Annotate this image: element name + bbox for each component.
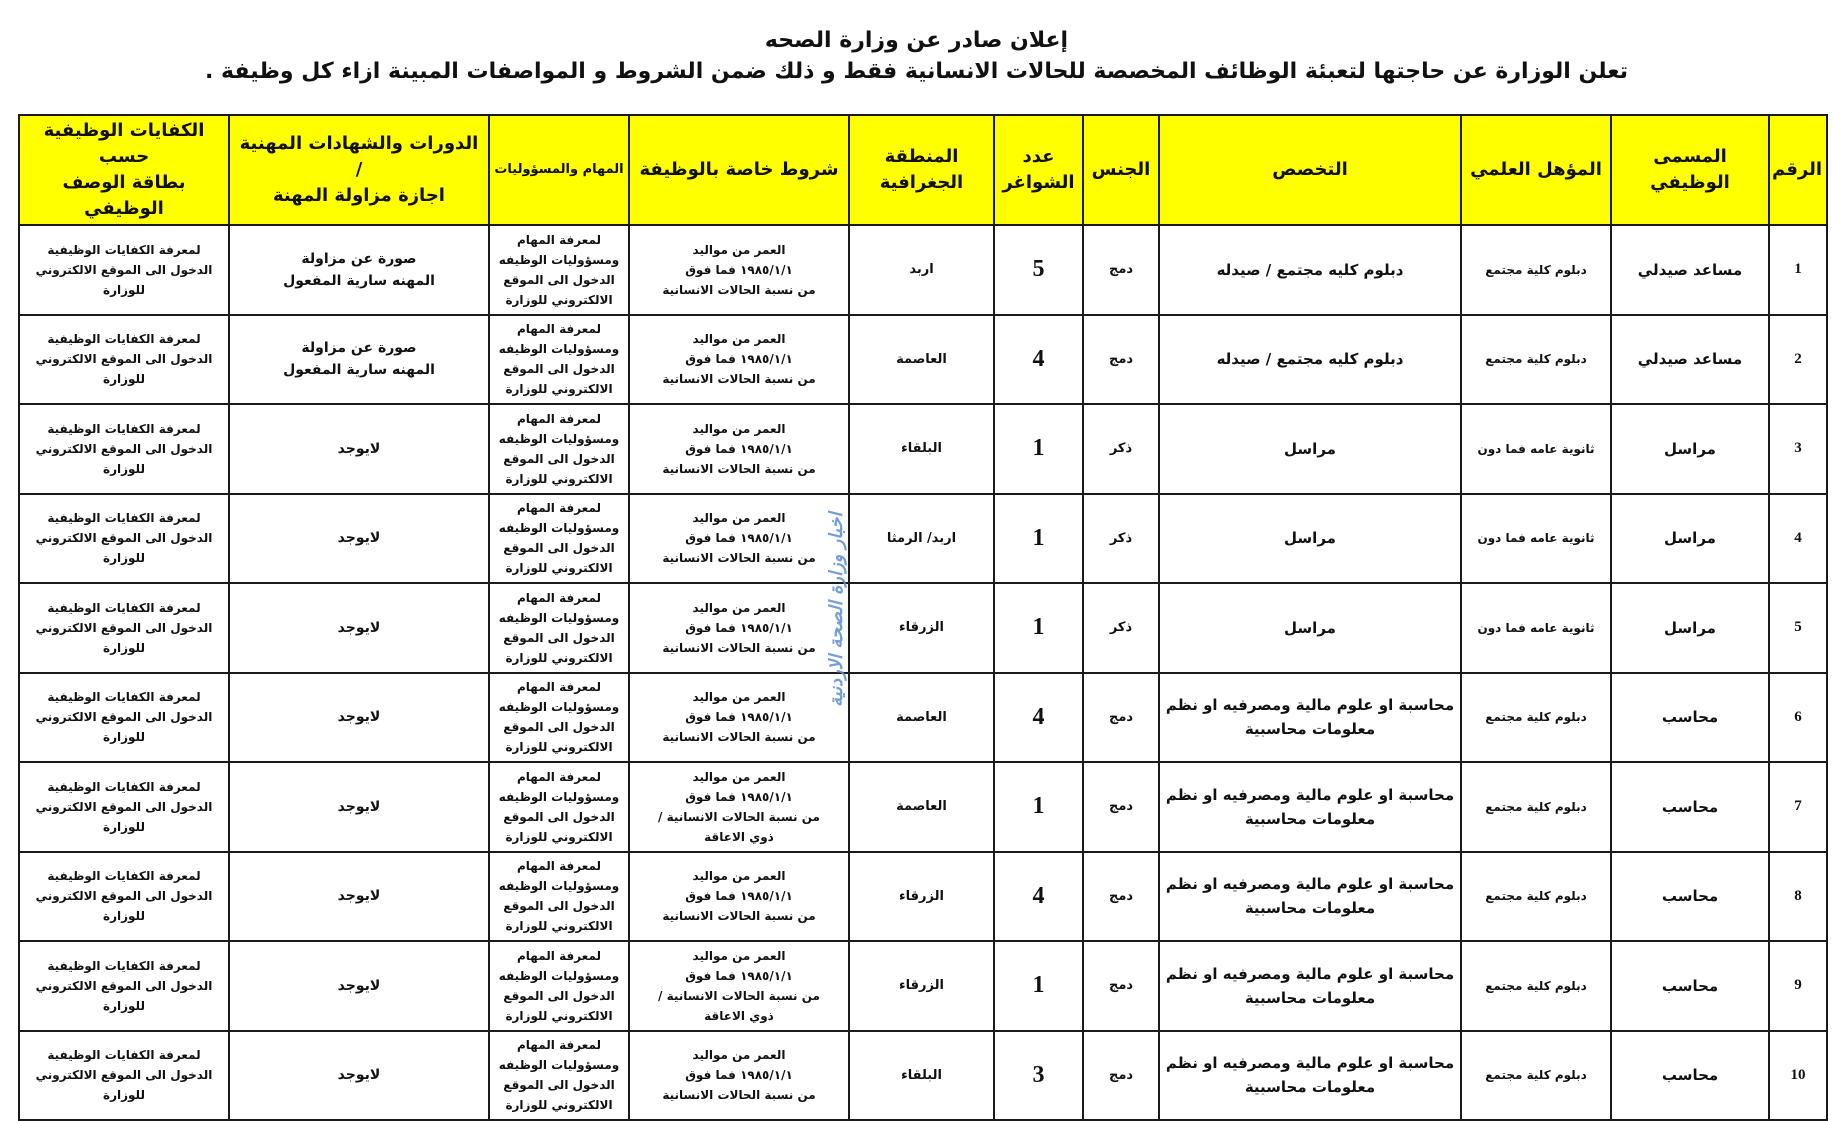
cell-number: 9 xyxy=(1769,941,1827,1031)
cell-conditions-line: ١٩٨٥/١/١ فما فوق xyxy=(685,262,793,277)
cell-qualification: دبلوم كلية مجتمع xyxy=(1461,315,1611,405)
cell-gender: ذكر xyxy=(1083,404,1159,494)
cell-specialization-line: معلومات محاسبية xyxy=(1244,988,1376,1007)
cell-qualification: دبلوم كلية مجتمع xyxy=(1461,673,1611,763)
cell-courses-line: المهنه سارية المفعول xyxy=(283,272,435,289)
header-number: الرقم xyxy=(1769,115,1827,225)
cell-conditions-line: ١٩٨٥/١/١ فما فوق xyxy=(685,620,793,635)
cell-conditions-line: ١٩٨٥/١/١ فما فوق xyxy=(685,789,793,804)
header-competencies xyxy=(19,115,229,225)
cell-competencies-line: لمعرفة الكفايات الوظيفية xyxy=(47,958,201,973)
cell-conditions-line: العمر من مواليد xyxy=(692,869,786,884)
cell-tasks-line: لمعرفة المهام xyxy=(517,501,601,516)
cell-tasks xyxy=(489,762,629,852)
header-courses-line2: اجازة مزاولة المهنة xyxy=(273,185,445,206)
cell-region: الزرقاء xyxy=(849,941,994,1031)
cell-conditions xyxy=(629,852,849,942)
cell-tasks-line: الالكتروني للوزارة xyxy=(505,740,613,755)
cell-conditions-line: من نسبة الحالات الانسانية / xyxy=(658,809,820,824)
cell-vacancies: 3 xyxy=(994,1031,1083,1121)
cell-tasks-line: الدخول الى الموقع xyxy=(503,362,615,377)
cell-competencies-line: الدخول الى الموقع الالكتروني xyxy=(35,352,213,367)
cell-tasks-line: الالكتروني للوزارة xyxy=(505,561,613,576)
cell-tasks-line: لمعرفة المهام xyxy=(517,322,601,337)
cell-specialization xyxy=(1159,852,1461,942)
cell-courses-line: المهنه سارية المفعول xyxy=(283,362,435,379)
cell-tasks-line: ومسؤوليات الوظيفه xyxy=(498,521,620,536)
cell-courses-line: لايوجد xyxy=(337,798,381,815)
cell-tasks-line: الدخول الى الموقع xyxy=(503,451,615,466)
cell-tasks-line: لمعرفة المهام xyxy=(517,769,601,784)
cell-region: البلقاء xyxy=(849,404,994,494)
cell-specialization xyxy=(1159,315,1461,405)
cell-tasks-line: ومسؤوليات الوظيفه xyxy=(498,1058,620,1073)
cell-tasks xyxy=(489,941,629,1031)
cell-conditions-line: العمر من مواليد xyxy=(692,690,786,705)
cell-competencies-line: الدخول الى الموقع الالكتروني xyxy=(35,1068,213,1083)
cell-number: 6 xyxy=(1769,673,1827,763)
cell-tasks-line: الالكتروني للوزارة xyxy=(505,292,613,307)
cell-tasks-line: ومسؤوليات الوظيفه xyxy=(498,252,620,267)
cell-tasks-line: ومسؤوليات الوظيفه xyxy=(498,342,620,357)
cell-region: العاصمة xyxy=(849,762,994,852)
cell-competencies xyxy=(19,315,229,405)
cell-courses xyxy=(229,583,489,673)
table-row xyxy=(19,762,1827,852)
cell-competencies-line: للوزارة xyxy=(103,551,145,566)
cell-tasks-line: الدخول الى الموقع xyxy=(503,720,615,735)
cell-qualification: ثانوية عامه فما دون xyxy=(1461,583,1611,673)
cell-region: العاصمة xyxy=(849,315,994,405)
cell-tasks-line: لمعرفة المهام xyxy=(517,232,601,247)
cell-conditions xyxy=(629,673,849,763)
cell-courses-line: لايوجد xyxy=(337,977,381,994)
cell-job-title: مساعد صيدلي xyxy=(1611,315,1769,405)
cell-conditions-line: من نسبة الحالات الانسانية / xyxy=(658,988,820,1003)
header-region-line1: المنطقة xyxy=(884,146,959,167)
cell-number: 4 xyxy=(1769,494,1827,584)
cell-gender: ذكر xyxy=(1083,583,1159,673)
table-row xyxy=(19,225,1827,315)
cell-job-title: مراسل xyxy=(1611,583,1769,673)
cell-gender: دمج xyxy=(1083,1031,1159,1121)
cell-number: 10 xyxy=(1769,1031,1827,1121)
cell-specialization-line: مراسل xyxy=(1284,529,1336,548)
cell-conditions-line: العمر من مواليد xyxy=(692,769,786,784)
cell-competencies-line: لمعرفة الكفايات الوظيفية xyxy=(47,1048,201,1063)
cell-competencies-line: لمعرفة الكفايات الوظيفية xyxy=(47,511,201,526)
cell-qualification: دبلوم كلية مجتمع xyxy=(1461,762,1611,852)
cell-conditions xyxy=(629,404,849,494)
cell-specialization-line: محاسبة او علوم مالية ومصرفيه او نظم xyxy=(1165,785,1455,804)
cell-tasks-line: الالكتروني للوزارة xyxy=(505,650,613,665)
cell-specialization-line: دبلوم كليه مجتمع / صيدله xyxy=(1216,260,1404,279)
cell-specialization-line: محاسبة او علوم مالية ومصرفيه او نظم xyxy=(1165,875,1455,894)
cell-specialization xyxy=(1159,941,1461,1031)
cell-qualification: دبلوم كلية مجتمع xyxy=(1461,225,1611,315)
cell-region: الزرقاء xyxy=(849,852,994,942)
cell-region: اربد/ الرمثا xyxy=(849,494,994,584)
cell-conditions-line: ١٩٨٥/١/١ فما فوق xyxy=(685,710,793,725)
cell-gender: دمج xyxy=(1083,673,1159,763)
cell-tasks xyxy=(489,673,629,763)
cell-conditions-line: العمر من مواليد xyxy=(692,242,786,257)
cell-conditions xyxy=(629,494,849,584)
cell-tasks-line: ومسؤوليات الوظيفه xyxy=(498,431,620,446)
cell-courses xyxy=(229,941,489,1031)
cell-number: 1 xyxy=(1769,225,1827,315)
cell-vacancies: 1 xyxy=(994,404,1083,494)
cell-tasks-line: الدخول الى الموقع xyxy=(503,809,615,824)
cell-tasks-line: الدخول الى الموقع xyxy=(503,541,615,556)
cell-courses xyxy=(229,1031,489,1121)
cell-competencies-line: للوزارة xyxy=(103,909,145,924)
cell-competencies-line: للوزارة xyxy=(103,282,145,297)
cell-tasks xyxy=(489,1031,629,1121)
cell-conditions-line: من نسبة الحالات الانسانية xyxy=(662,372,816,387)
cell-tasks-line: ومسؤوليات الوظيفه xyxy=(498,789,620,804)
cell-specialization-line: مراسل xyxy=(1284,439,1336,458)
cell-tasks-line: الدخول الى الموقع xyxy=(503,899,615,914)
header-courses-line1: الدورات والشهادات المهنية / xyxy=(239,133,479,180)
cell-conditions-line: ١٩٨٥/١/١ فما فوق xyxy=(685,1068,793,1083)
cell-competencies xyxy=(19,494,229,584)
table-row xyxy=(19,404,1827,494)
header-vacancies xyxy=(994,115,1083,225)
cell-competencies-line: الدخول الى الموقع الالكتروني xyxy=(35,620,213,635)
cell-specialization xyxy=(1159,494,1461,584)
cell-specialization-line: معلومات محاسبية xyxy=(1244,899,1376,918)
cell-conditions-line: ١٩٨٥/١/١ فما فوق xyxy=(685,352,793,367)
cell-courses xyxy=(229,762,489,852)
cell-specialization xyxy=(1159,1031,1461,1121)
announcement-title: إعلان صادر عن وزارة الصحه xyxy=(764,28,1069,53)
cell-competencies-line: للوزارة xyxy=(103,1088,145,1103)
cell-specialization-line: محاسبة او علوم مالية ومصرفيه او نظم xyxy=(1165,964,1455,983)
cell-competencies xyxy=(19,1031,229,1121)
header-tasks: المهام والمسؤوليات xyxy=(489,115,629,225)
cell-specialization xyxy=(1159,762,1461,852)
cell-gender: دمج xyxy=(1083,941,1159,1031)
header-conditions: شروط خاصة بالوظيفة xyxy=(629,115,849,225)
cell-competencies-line: الدخول الى الموقع الالكتروني xyxy=(35,799,213,814)
cell-competencies xyxy=(19,852,229,942)
cell-job-title: محاسب xyxy=(1611,852,1769,942)
cell-tasks-line: الدخول الى الموقع xyxy=(503,630,615,645)
cell-competencies-line: لمعرفة الكفايات الوظيفية xyxy=(47,242,201,257)
cell-tasks-line: الالكتروني للوزارة xyxy=(505,919,613,934)
cell-competencies-line: الدخول الى الموقع الالكتروني xyxy=(35,531,213,546)
cell-courses-line: لايوجد xyxy=(337,619,381,636)
cell-conditions-line: العمر من مواليد xyxy=(692,948,786,963)
cell-qualification: دبلوم كلية مجتمع xyxy=(1461,1031,1611,1121)
cell-specialization-line: معلومات محاسبية xyxy=(1244,720,1376,739)
cell-job-title: محاسب xyxy=(1611,673,1769,763)
cell-qualification: دبلوم كلية مجتمع xyxy=(1461,941,1611,1031)
cell-tasks xyxy=(489,404,629,494)
cell-tasks-line: ومسؤوليات الوظيفه xyxy=(498,968,620,983)
cell-competencies-line: لمعرفة الكفايات الوظيفية xyxy=(47,421,201,436)
cell-competencies-line: لمعرفة الكفايات الوظيفية xyxy=(47,869,201,884)
cell-competencies xyxy=(19,673,229,763)
announcement-header xyxy=(0,26,1833,88)
cell-vacancies: 4 xyxy=(994,852,1083,942)
cell-tasks-line: لمعرفة المهام xyxy=(517,590,601,605)
cell-tasks xyxy=(489,315,629,405)
cell-competencies-line: الدخول الى الموقع الالكتروني xyxy=(35,978,213,993)
cell-tasks-line: الدخول الى الموقع xyxy=(503,1078,615,1093)
vacancies-table xyxy=(18,114,1828,1121)
cell-competencies xyxy=(19,941,229,1031)
cell-conditions-line: العمر من مواليد xyxy=(692,1048,786,1063)
cell-conditions xyxy=(629,225,849,315)
cell-tasks-line: لمعرفة المهام xyxy=(517,680,601,695)
cell-gender: ذكر xyxy=(1083,494,1159,584)
cell-competencies-line: لمعرفة الكفايات الوظيفية xyxy=(47,332,201,347)
cell-vacancies: 1 xyxy=(994,941,1083,1031)
cell-competencies-line: للوزارة xyxy=(103,998,145,1013)
watermark-text: اخبار وزارة الصحة الاردنية xyxy=(826,512,847,708)
cell-gender: دمج xyxy=(1083,852,1159,942)
header-vacancies-line1: عدد xyxy=(1022,146,1055,167)
cell-job-title: مراسل xyxy=(1611,404,1769,494)
cell-job-title: مراسل xyxy=(1611,494,1769,584)
cell-conditions-line: من نسبة الحالات الانسانية xyxy=(662,909,816,924)
cell-tasks-line: ومسؤوليات الوظيفه xyxy=(498,700,620,715)
cell-conditions-line: العمر من مواليد xyxy=(692,600,786,615)
cell-competencies-line: لمعرفة الكفايات الوظيفية xyxy=(47,690,201,705)
cell-vacancies: 4 xyxy=(994,673,1083,763)
table-header-row xyxy=(19,115,1827,225)
cell-conditions-line: من نسبة الحالات الانسانية xyxy=(662,640,816,655)
cell-tasks-line: لمعرفة المهام xyxy=(517,1038,601,1053)
cell-job-title: محاسب xyxy=(1611,1031,1769,1121)
cell-competencies xyxy=(19,583,229,673)
cell-gender: دمج xyxy=(1083,225,1159,315)
cell-conditions xyxy=(629,762,849,852)
announcement-subtitle: تعلن الوزارة عن حاجتها لتعبئة الوظائف المخصصة للحالات الانسانية فقط و ذلك ضمن الشروط و المواصفات المبينة ازاء كل وظيفة . xyxy=(205,59,1628,84)
cell-gender: دمج xyxy=(1083,762,1159,852)
cell-tasks-line: الدخول الى الموقع xyxy=(503,988,615,1003)
table-row xyxy=(19,315,1827,405)
cell-courses xyxy=(229,673,489,763)
cell-specialization xyxy=(1159,225,1461,315)
cell-competencies-line: الدخول الى الموقع الالكتروني xyxy=(35,889,213,904)
cell-tasks-line: الدخول الى الموقع xyxy=(503,272,615,287)
cell-region: البلقاء xyxy=(849,1031,994,1121)
cell-courses-line: لايوجد xyxy=(337,530,381,547)
cell-tasks-line: الالكتروني للوزارة xyxy=(505,471,613,486)
cell-conditions-line: من نسبة الحالات الانسانية xyxy=(662,282,816,297)
cell-tasks-line: الالكتروني للوزارة xyxy=(505,382,613,397)
cell-vacancies: 1 xyxy=(994,583,1083,673)
cell-courses xyxy=(229,404,489,494)
cell-competencies xyxy=(19,762,229,852)
header-qualification: المؤهل العلمي xyxy=(1461,115,1611,225)
cell-specialization-line: محاسبة او علوم مالية ومصرفيه او نظم xyxy=(1165,696,1455,715)
cell-courses xyxy=(229,225,489,315)
header-region xyxy=(849,115,994,225)
cell-conditions-line: ١٩٨٥/١/١ فما فوق xyxy=(685,441,793,456)
cell-competencies-line: الدخول الى الموقع الالكتروني xyxy=(35,441,213,456)
table-row xyxy=(19,583,1827,673)
cell-courses-line: لايوجد xyxy=(337,709,381,726)
cell-specialization-line: دبلوم كليه مجتمع / صيدله xyxy=(1216,350,1404,369)
cell-specialization-line: محاسبة او علوم مالية ومصرفيه او نظم xyxy=(1165,1054,1455,1073)
header-vacancies-line2: الشواغر xyxy=(1002,172,1075,193)
cell-region: العاصمة xyxy=(849,673,994,763)
cell-gender: دمج xyxy=(1083,315,1159,405)
cell-conditions-line: ١٩٨٥/١/١ فما فوق xyxy=(685,968,793,983)
cell-competencies-line: للوزارة xyxy=(103,461,145,476)
cell-competencies-line: الدخول الى الموقع الالكتروني xyxy=(35,262,213,277)
cell-conditions-line: من نسبة الحالات الانسانية xyxy=(662,1088,816,1103)
cell-conditions-line: العمر من مواليد xyxy=(692,421,786,436)
cell-job-title: مساعد صيدلي xyxy=(1611,225,1769,315)
cell-tasks-line: لمعرفة المهام xyxy=(517,859,601,874)
cell-number: 5 xyxy=(1769,583,1827,673)
table-row xyxy=(19,494,1827,584)
cell-tasks-line: الالكتروني للوزارة xyxy=(505,829,613,844)
cell-qualification: ثانوية عامه فما دون xyxy=(1461,404,1611,494)
cell-specialization-line: مراسل xyxy=(1284,618,1336,637)
cell-conditions xyxy=(629,583,849,673)
cell-conditions xyxy=(629,941,849,1031)
cell-conditions-line: من نسبة الحالات الانسانية xyxy=(662,551,816,566)
cell-courses xyxy=(229,315,489,405)
cell-competencies-line: لمعرفة الكفايات الوظيفية xyxy=(47,779,201,794)
header-competencies-line2: بطاقة الوصف الوظيفي xyxy=(62,172,186,219)
cell-specialization-line: معلومات محاسبية xyxy=(1244,1078,1376,1097)
cell-competencies xyxy=(19,404,229,494)
cell-tasks xyxy=(489,852,629,942)
cell-courses xyxy=(229,494,489,584)
table-row xyxy=(19,673,1827,763)
cell-competencies xyxy=(19,225,229,315)
cell-region: اربد xyxy=(849,225,994,315)
header-specialization: التخصص xyxy=(1159,115,1461,225)
cell-tasks-line: الالكتروني للوزارة xyxy=(505,1008,613,1023)
cell-courses-line: لايوجد xyxy=(337,440,381,457)
cell-competencies-line: للوزارة xyxy=(103,640,145,655)
cell-courses-line: صورة عن مزاولة xyxy=(301,340,417,357)
cell-job-title: محاسب xyxy=(1611,941,1769,1031)
cell-conditions-line: ١٩٨٥/١/١ فما فوق xyxy=(685,889,793,904)
cell-competencies-line: للوزارة xyxy=(103,730,145,745)
cell-courses-line: صورة عن مزاولة xyxy=(301,250,417,267)
cell-specialization-line: معلومات محاسبية xyxy=(1244,809,1376,828)
cell-specialization xyxy=(1159,673,1461,763)
table-row xyxy=(19,941,1827,1031)
cell-vacancies: 5 xyxy=(994,225,1083,315)
header-competencies-line1: الكفايات الوظيفية حسب xyxy=(43,120,205,167)
cell-number: 7 xyxy=(1769,762,1827,852)
cell-tasks-line: لمعرفة المهام xyxy=(517,411,601,426)
cell-conditions-line: من نسبة الحالات الانسانية xyxy=(662,461,816,476)
cell-tasks xyxy=(489,494,629,584)
cell-job-title: محاسب xyxy=(1611,762,1769,852)
cell-conditions-line: العمر من مواليد xyxy=(692,332,786,347)
cell-specialization xyxy=(1159,583,1461,673)
cell-conditions-line: ذوي الاعاقة xyxy=(704,1008,774,1023)
cell-tasks-line: الالكتروني للوزارة xyxy=(505,1098,613,1113)
cell-vacancies: 1 xyxy=(994,762,1083,852)
cell-competencies-line: للوزارة xyxy=(103,372,145,387)
cell-conditions-line: العمر من مواليد xyxy=(692,511,786,526)
cell-courses-line: لايوجد xyxy=(337,888,381,905)
header-courses xyxy=(229,115,489,225)
cell-vacancies: 1 xyxy=(994,494,1083,584)
cell-tasks-line: لمعرفة المهام xyxy=(517,948,601,963)
cell-conditions xyxy=(629,1031,849,1121)
cell-courses xyxy=(229,852,489,942)
cell-tasks xyxy=(489,583,629,673)
cell-competencies-line: لمعرفة الكفايات الوظيفية xyxy=(47,600,201,615)
cell-conditions-line: من نسبة الحالات الانسانية xyxy=(662,730,816,745)
cell-conditions xyxy=(629,315,849,405)
cell-qualification: دبلوم كلية مجتمع xyxy=(1461,852,1611,942)
table-row xyxy=(19,852,1827,942)
cell-qualification: ثانوية عامه فما دون xyxy=(1461,494,1611,584)
header-region-line2: الجغرافية xyxy=(879,172,964,193)
cell-specialization xyxy=(1159,404,1461,494)
header-gender: الجنس xyxy=(1083,115,1159,225)
table-row xyxy=(19,1031,1827,1121)
cell-tasks-line: ومسؤوليات الوظيفه xyxy=(498,610,620,625)
cell-conditions-line: ذوي الاعاقة xyxy=(704,829,774,844)
cell-vacancies: 4 xyxy=(994,315,1083,405)
cell-number: 3 xyxy=(1769,404,1827,494)
cell-tasks xyxy=(489,225,629,315)
cell-number: 8 xyxy=(1769,852,1827,942)
cell-tasks-line: ومسؤوليات الوظيفه xyxy=(498,879,620,894)
cell-courses-line: لايوجد xyxy=(337,1067,381,1084)
table-body xyxy=(19,225,1827,1120)
cell-region: الزرقاء xyxy=(849,583,994,673)
cell-competencies-line: الدخول الى الموقع الالكتروني xyxy=(35,710,213,725)
header-job-title: المسمى الوظيفي xyxy=(1611,115,1769,225)
cell-conditions-line: ١٩٨٥/١/١ فما فوق xyxy=(685,531,793,546)
cell-competencies-line: للوزارة xyxy=(103,819,145,834)
cell-number: 2 xyxy=(1769,315,1827,405)
